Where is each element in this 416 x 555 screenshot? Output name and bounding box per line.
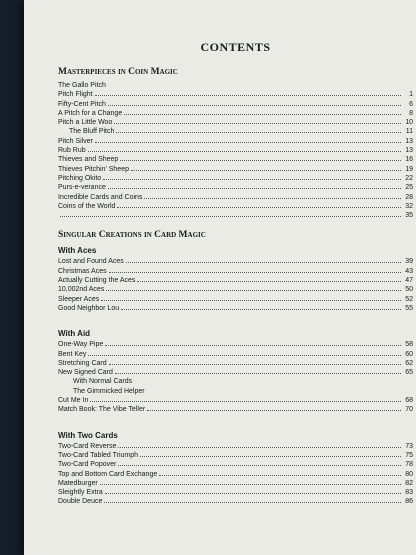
dot-leader [131, 170, 401, 171]
toc-entry [58, 257, 413, 266]
toc-entry [58, 276, 413, 285]
toc-entry-page: 6 [409, 100, 413, 108]
dot-leader [120, 160, 401, 161]
toc-entry [58, 183, 413, 192]
toc-entry-title: Pitching Okito [58, 174, 102, 182]
toc-entry-title: New Signed Card [58, 369, 113, 377]
toc-entry-page: 19 [405, 165, 413, 173]
aces-list [58, 257, 413, 313]
table-of-contents [58, 40, 413, 507]
toc-entry-title: Pitch Flight [58, 91, 93, 99]
dot-leader [140, 456, 401, 457]
dot-leader [88, 355, 401, 356]
dot-leader [144, 198, 401, 199]
toc-entry-title: Match Book: The Vibe Teller [58, 406, 146, 414]
toc-entry-page: 16 [405, 156, 413, 164]
toc-entry [58, 165, 413, 174]
toc-entry [58, 295, 413, 304]
toc-entry-title: Actually Cutting the Aces [58, 277, 136, 285]
toc-entry-title: Fifty-Cent Pitch [58, 100, 106, 108]
toc-entry-title: 10,002nd Aces [58, 286, 105, 294]
toc-entry [58, 304, 413, 313]
toc-entry-page: 52 [405, 295, 413, 303]
toc-entry-page: 35 [405, 212, 413, 220]
dot-leader [95, 95, 401, 96]
dot-leader [114, 123, 401, 124]
dot-leader [109, 364, 401, 365]
toc-entry [58, 202, 413, 211]
toc-entry-page: 22 [405, 174, 413, 182]
dot-leader [117, 207, 401, 208]
dot-leader [105, 493, 401, 494]
dot-leader [137, 281, 401, 282]
dot-leader [147, 410, 401, 411]
toc-entry [58, 396, 413, 405]
dot-leader [60, 216, 401, 217]
toc-entry [58, 442, 413, 451]
dot-leader [95, 142, 401, 143]
toc-entry [58, 359, 413, 368]
toc-entry-title: Rub Rub [58, 147, 86, 155]
toc-entry-title: Pitch a Little Woo [58, 119, 113, 127]
toc-entry [58, 368, 413, 377]
toc-entry-page: 73 [405, 442, 413, 450]
toc-entry-title: A Pitch for a Change [58, 109, 123, 117]
dot-leader [118, 465, 401, 466]
dot-leader [104, 502, 401, 503]
toc-entry [58, 470, 413, 479]
toc-entry-title: Purs-e-verance [58, 184, 106, 192]
toc-entry-page: 60 [405, 350, 413, 358]
toc-entry [58, 100, 413, 109]
toc-entry-title: The Gimmicked Helper [73, 387, 145, 395]
toc-entry-title: Lost and Found Aces [58, 258, 124, 266]
subheading-aces: With Aces [58, 246, 97, 256]
toc-entry-title: Double Deuce [58, 498, 103, 506]
two-cards-list [58, 442, 413, 507]
toc-entry [58, 405, 413, 414]
toc-entry [58, 146, 413, 155]
toc-entry-title: Matedburger [58, 479, 98, 487]
coin-list [58, 81, 413, 220]
toc-entry-page: 47 [405, 277, 413, 285]
dot-leader [121, 309, 401, 310]
subheading-two-cards: With Two Cards [58, 430, 118, 440]
toc-entry-page: 75 [405, 451, 413, 459]
toc-entry-page: 80 [405, 470, 413, 478]
book-page [24, 0, 416, 555]
toc-entry [58, 497, 413, 506]
toc-entry [58, 387, 413, 396]
toc-entry-page: 13 [405, 137, 413, 145]
dot-leader [115, 373, 401, 374]
toc-entry-title: Two-Card Reverse [58, 442, 117, 450]
toc-entry-title: Thieves and Sheep [58, 156, 119, 164]
toc-entry-page: 83 [405, 489, 413, 497]
toc-entry-title: Good Neighbor Lou [58, 304, 120, 312]
toc-entry-title: Bent Key [58, 350, 87, 358]
toc-entry [58, 340, 413, 349]
toc-entry [58, 285, 413, 294]
toc-entry [58, 377, 413, 386]
toc-entry-page: 65 [405, 369, 413, 377]
toc-entry [58, 174, 413, 183]
toc-entry [58, 81, 413, 90]
dot-leader [90, 401, 401, 402]
toc-entry-title: Top and Bottom Card Exchange [58, 470, 158, 478]
section-heading-coin: Masterpieces in Coin Magic [58, 67, 178, 77]
dot-leader [88, 151, 401, 152]
toc-entry [58, 350, 413, 359]
subheading-aid: With Aid [58, 329, 91, 339]
toc-entry-title: Sleightly Extra [58, 489, 103, 497]
toc-entry-title: Christmas Aces [58, 267, 107, 275]
toc-entry-title: Stretching Card [58, 359, 107, 367]
toc-entry-title: With Normal Cards [73, 378, 133, 386]
toc-entry-page: 78 [405, 461, 413, 469]
toc-entry-title: Sleeper Aces [58, 295, 100, 303]
toc-entry-page: 86 [405, 498, 413, 506]
dot-leader [118, 447, 401, 448]
toc-entry-page: 8 [409, 109, 413, 117]
toc-entry [58, 451, 413, 460]
toc-entry [58, 118, 413, 127]
toc-entry-page: 43 [405, 267, 413, 275]
toc-entry [58, 479, 413, 488]
dot-leader [108, 105, 401, 106]
dot-leader [105, 345, 401, 346]
toc-entry [58, 109, 413, 118]
dot-leader [108, 188, 401, 189]
toc-entry [58, 211, 413, 220]
dot-leader [106, 290, 401, 291]
toc-entry-page: 70 [405, 406, 413, 414]
page-title: CONTENTS [200, 40, 271, 54]
toc-entry-page: 39 [405, 258, 413, 266]
dot-leader [116, 132, 401, 133]
toc-entry-title: The Gallo Pitch [58, 82, 106, 89]
toc-entry [58, 193, 413, 202]
toc-entry-page: 62 [405, 359, 413, 367]
toc-entry-title: One-Way Pipe [58, 341, 104, 349]
dot-leader [159, 475, 401, 476]
toc-entry-title: Incredible Cards and Coins [58, 193, 143, 201]
toc-entry-title: Two-Card Tabled Triumph [58, 451, 139, 459]
toc-entry-title: Pitch Silver [58, 137, 94, 145]
aid-list [58, 340, 413, 414]
toc-entry-page: 1 [409, 91, 413, 99]
toc-entry [58, 155, 413, 164]
section-heading-card: Singular Creations in Card Magic [58, 230, 206, 241]
toc-entry [58, 488, 413, 497]
toc-entry-page: 32 [405, 202, 413, 210]
toc-entry-title: Cut Me In [58, 397, 89, 405]
toc-entry-page: 13 [405, 147, 413, 155]
toc-entry-page: 28 [405, 193, 413, 201]
toc-entry-page: 82 [405, 479, 413, 487]
dot-leader [100, 484, 401, 485]
toc-entry-title: Thieves Pitchin' Sheep [58, 165, 129, 173]
toc-entry-page: 50 [405, 286, 413, 294]
toc-entry-page: 25 [405, 184, 413, 192]
toc-entry [58, 137, 413, 146]
toc-entry-page: 55 [405, 304, 413, 312]
toc-entry [58, 90, 413, 99]
dot-leader [103, 179, 401, 180]
toc-entry-title: Coins of the World [58, 202, 116, 210]
toc-entry [58, 460, 413, 469]
toc-entry [58, 127, 413, 136]
dot-leader [126, 262, 401, 263]
toc-entry-page: 58 [405, 341, 413, 349]
toc-entry-title: Two-Card Popover [58, 461, 117, 469]
dot-leader [101, 300, 401, 301]
toc-entry-page: 10 [405, 119, 413, 127]
toc-entry-page: 11 [405, 128, 413, 136]
dot-leader [124, 114, 401, 115]
dot-leader [109, 272, 401, 273]
toc-entry [58, 267, 413, 276]
toc-entry-title: The Bluff Pitch [69, 128, 115, 136]
toc-entry-page: 68 [405, 397, 413, 405]
